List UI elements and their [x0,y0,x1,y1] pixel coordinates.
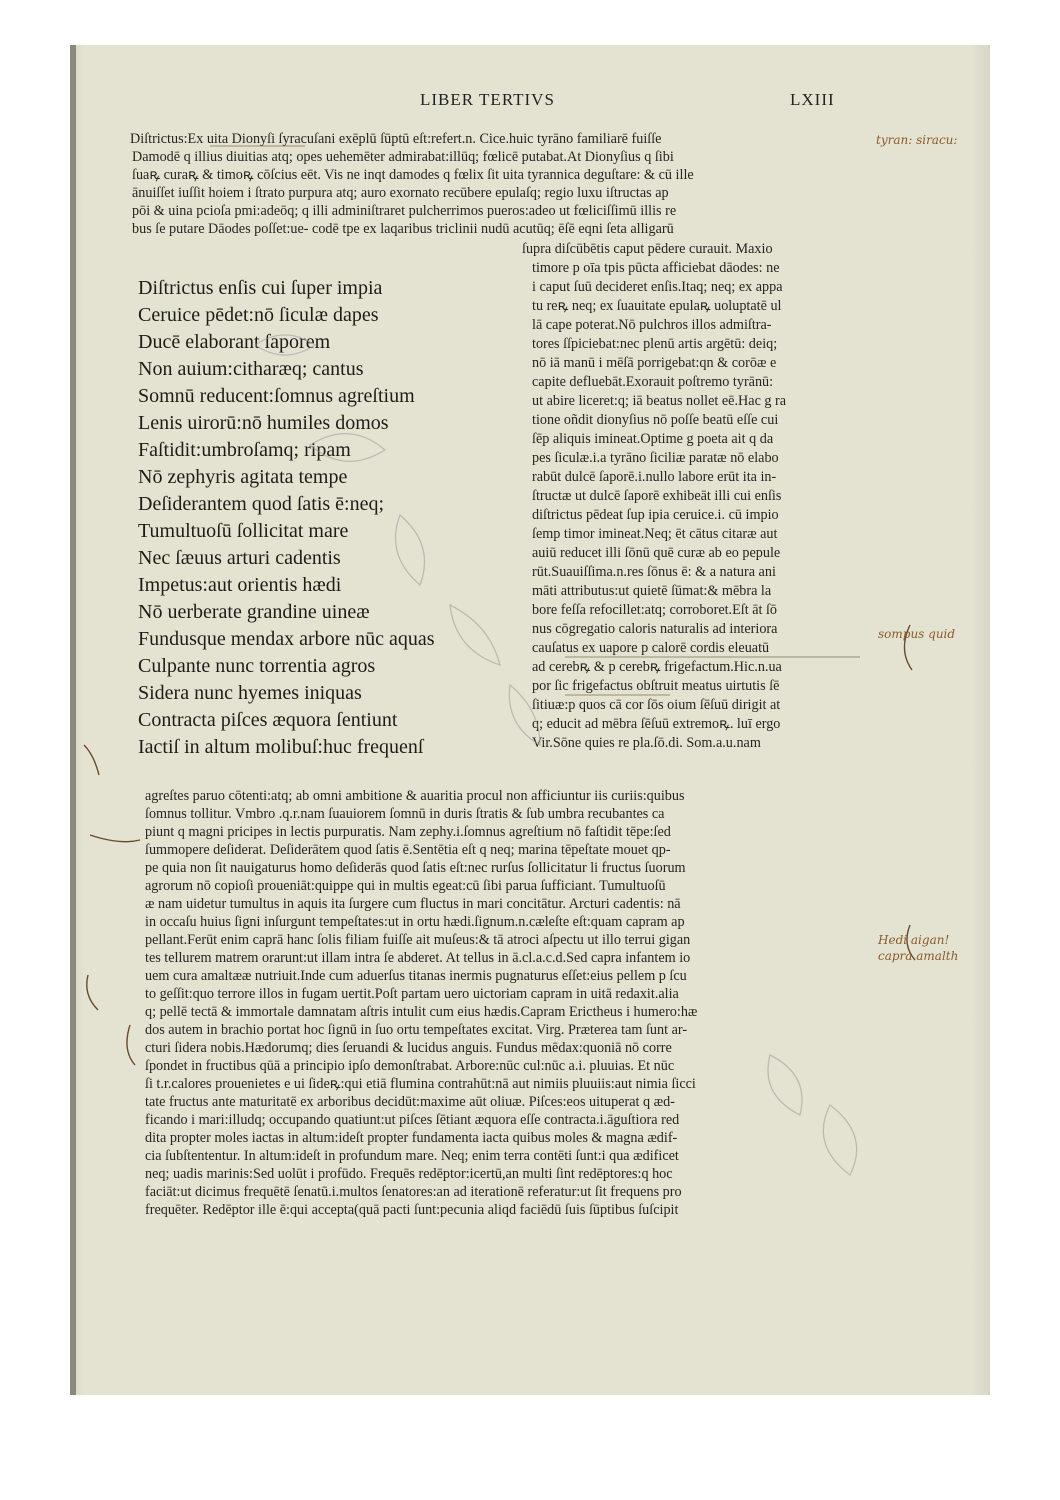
commentary-line: ficando i mari:illudq; occupando quatiunt:ut piſces ſētiant æquora eſſe contracta.i.āguſtiora red [145,1112,680,1128]
commentary-line: tu reꝶ neq; ex ſuauitate epulaꝶ uoluptatē ul [532,298,782,314]
commentary-line: tate fructus ante maturitatē ex arboribus decidūt:maxime aūt oliuæ. Piſces:eos uituperat q æd- [145,1094,675,1110]
commentary-line: agreſtes paruo cōtenti:atq; ab omni ambitione & auaritia procul non afficiuntur iis curiis:quibus [145,788,685,804]
commentary-line: rūt.Suauiſſima.n.res ſōnus ē: & a natura ani [532,564,776,580]
commentary-line: cauſatus ex uapore p calorē cordis eleuatū [532,640,770,656]
commentary-line: ut abire liceret:q; iā beatus nollet eē.Hac g ra [532,393,787,409]
commentary-line: æ nam uidetur tumultus in aquis ita ſurgere cum fluctus in mari concitātur. Arcturi cadentis: nā [145,896,681,912]
commentary-line: ānuiſſet iuſſit hoiem i ſtrato purpura atq; auro exornato recūbere epulaſq; regio luxu iſtructas ap [132,185,669,201]
verse-line: Ceruice pēdet:nō ſiculæ dapes [138,304,379,326]
margin-note-capra: capra amalth [878,949,959,963]
commentary-line: capite defluebāt.Exorauit poſtremo tyrānū: [532,374,774,390]
commentary-line: bore feſſa refocillet:atq; corroboret.Eſt āt ſō [532,602,778,618]
verse-line: Non auium:citharæq; cantus [138,358,364,380]
commentary-line: ſitiuæ:p quos cā cor ſōs oium ſēſuū dirigit at [532,697,781,713]
commentary-line: dita propter moles iactas in altum:ideſt propter fundamenta iacta quibus moles & magna ædif- [145,1130,678,1146]
folio-number: LXIII [790,90,835,109]
commentary-line: lā cape poterat.Nō pulchros illos admiſtra- [532,317,772,333]
commentary-line: pōi & uina pcioſa pmi:adeōq; q illi adminiſtraret pulcherrimos pueros:adeo ut fœliciſſimū illis re [132,203,677,219]
commentary-line: cia ſubſtententur. In altum:ideſt in profundum mare. Neq; enim terra contēti ſunt:i qua ædificet [145,1148,679,1164]
commentary-line: in occaſu huius ſigni inſurgunt tempeſtates:ut in ortu hædi.ſignum.n.cæleſte eſt:quam capram ap [145,914,685,930]
commentary-line: q; pellē tectā & immortale damnatam aſtris intulit cum eius hædis.Capram Erictheus i humero:hæ [145,1004,698,1020]
commentary-line: ſomnus tollitur. Vmbro .q.r.nam ſuauiorem ſomnū in duris ſtratis & ſub umbra recubantes ca [145,806,665,822]
commentary-line: timore p oīa tpis pūcta afficiebat dāodes: ne [532,260,780,276]
commentary-line: neq; uadis marinis:Sed uolūt i profūdo. Frequēs redēptor:icertū,an multi ſint redēptores:q hoc [145,1166,673,1182]
commentary-line: Damodē q illius diuitias atq; opes uehemēter admirabat:illūq; fœlicē putabat.At Dionyſius q ſibi [132,149,674,165]
margin-note-tyrant: tyran: siracu: [876,133,958,147]
verse-line: Iactiſ in altum molibuſ:huc frequenſ [138,736,424,758]
verse-line: Nec ſæuus arturi cadentis [138,547,341,569]
commentary-line: auiū reducet illi ſōnū quē curæ ab eo pepule [532,545,781,561]
commentary-line: dos autem in brachio portat hoc ſignū in ſuo ortu tempeſtates excitat. Virg. Præterea tam ſunt ar- [145,1022,688,1038]
commentary-line: ſi t.r.calores prouenietes e ui ſideꝶ:qui etiā flumina contrahūt:nā aut nimiis pluuiis:aut nimia ſicci [145,1076,696,1092]
verse-line: Culpante nunc torrentia agros [138,655,376,677]
commentary-line: ad cerebꝶ & p cerebꝶ frigefactum.Hic.n.ua [532,659,782,675]
commentary-line: ſēp aliquis imineat.Optime g poeta ait q da [532,431,774,447]
commentary-line: ſpondet in fructibus qūā a principio ipſo demonſtrabat. Arbore:nūc cul:nūc a.i. pluuias. Et nūc [145,1058,675,1074]
commentary-line: rabūt dulcē ſaporē.i.nullo labore erūt ita in- [532,469,777,485]
commentary-line: por ſic frigefactus obſtruit meatus uirtutis ſē [532,678,780,694]
commentary-line: faciāt:ut dicimus frequētē ſenatū.i.multos ſenatores:an ad iterationē referatur:ut ſit frequens pro [145,1184,682,1200]
verse-line: Deſiderantem quod ſatis ē:neq; [138,493,385,515]
verse-line: Tumultuoſū ſollicitat mare [138,520,349,542]
verse-line: Faſtidit:umbroſamq; ripam [138,439,351,461]
underline-marks [210,146,860,695]
commentary-line: agrorum nō copioſi proueniāt:quippe qui in multis egeat:cū ſibi parua ſufficiant. Tumultuoſū [145,878,666,894]
commentary-line: ſemp timor imineat.Neq; ēt cātus citaræ aut [532,526,778,542]
commentary-line: diſtrictus pēdeat ſup ipia ceruice.i. cū impio [532,507,779,523]
commentary-line: piunt q magni pricipes in lectis purpuratis. Nam zephy.i.ſomnus agreſtium nō faſtidit tēpe:ſed [145,824,671,840]
commentary-line: tione oñdit dionyſius nō poſſe beatū eſſe cui [532,412,779,428]
annotation-overlay [70,45,990,1395]
verse-line: Lenis uirorū:nō humiles domos [138,412,389,434]
library-stamp-icon [255,335,857,1175]
commentary-line: ſuaꝶ curaꝶ & timoꝶ cōſcius eēt. Vis ne inqt damodes q fœlix ſit uita tyrannica deguſtare: & cū ille [132,167,694,183]
commentary-line: Vir.Sōne quies re pla.ſō.di. Som.a.u.nam [532,735,761,751]
commentary-line: cturi ſidera nobis.Hædorumq; dies ſeruandi & lucidus anguis. Fundus mēdax:quoniā nō corre [145,1040,672,1056]
verse-line: Contracta piſces æquora ſentiunt [138,709,398,731]
margin-bracket-icon [84,625,915,1065]
commentary-line: i caput ſuū decideret enſis.Itaq; neq; ex appa [532,279,783,295]
commentary-line: ſtructæ ut dulcē ſaporē exhibeāt illi cui enſis [532,488,782,504]
commentary-line: nō iā manū i mēſā porrigebat:qn & corōæ e [532,355,777,371]
commentary-line: pes ſiculæ.i.a tyrāno ſiciliæ paratæ nō elabo [532,450,779,466]
commentary-line: q; educit ad mēbra ſēſuū extremoꝶ. luī ergo [532,716,781,732]
verse-line: Impetus:aut orientis hædi [138,574,342,596]
commentary-line: ſummopere deſiderat. Deſiderātem quod ſatis ē.Sentētia eſt q neq; marina tēpeſtate mouet qp- [145,842,671,858]
verse-line: Somnū reducent:ſomnus agreſtium [138,385,415,407]
margin-note-hedi: Hedi aigan! [878,933,950,947]
commentary-line: pe quia non ſit nauigaturus homo deſiderās quod ſatis eſt:nec rurſus ſollicitatur li fructus ſuorum [145,860,686,876]
verse-line: Ducē elaborant ſaporem [138,331,331,353]
commentary-line: bus ſe putare Dāodes poſſet:ue- codē tpe ex laqaribus triclinii nudū acutūq; ēſē eqni ſeta alligarū [132,221,674,237]
commentary-line: pellant.Ferūt enim caprā hanc ſolis filiam fuiſſe ait muſeus:& tā atroci aſpectu ut illo terrui gigan [145,932,691,948]
commentary-line: nus cōgregatio caloris naturalis ad interiora [532,621,778,637]
scanned-page [70,45,990,1395]
commentary-line: uem cura amaltææ nutriuit.Inde cum aduerſus titanas inermis pugnaturus eſſet:eius pellem p ſcu [145,968,687,984]
verse-line: Fundusque mendax arbore nūc aquas [138,628,435,650]
verse-line: Sidera nunc hyemes iniquas [138,682,362,704]
running-head: LIBER TERTIVS [420,90,555,109]
commentary-line: to geſſit:quo terrore illos in fugam uertit.Poſt partam uero uictoriam capram in uitā redaxit.alia [145,986,679,1002]
commentary-line: tes tellurem matrem orarunt:ut illam intra ſe abderet. At tellus in ā.cl.a.c.d.Sed capra infantem io [145,950,691,966]
commentary-line: māti attributus:ut quietē ſūmat:& mēbra la [532,583,772,599]
margin-note-sleep: sompus quid [878,627,956,641]
commentary-line: tores ſſpiciebat:nec plenū artis argētū: deiq; [532,336,778,352]
commentary-line: frequēter. Redēptor ille ē:qui accepta(quā pacti ſunt:pecunia aliqd faciēdū ſuis ſūptibus ſuſcipit [145,1202,679,1218]
commentary-line: Diſtrictus:Ex uita Dionyſi ſyracuſani exēplū ſūptū eſt:refert.n. Cice.huic tyrāno familiarē fuiſſe [130,131,662,147]
verse-line: Diſtrictus enſis cui ſuper impia [138,277,383,299]
verse-line: Nō uerberate grandine uineæ [138,601,370,623]
commentary-line: ſupra diſcūbētis caput pēdere curauit. Maxio [522,241,773,257]
verse-line: Nō zephyris agitata tempe [138,466,348,488]
